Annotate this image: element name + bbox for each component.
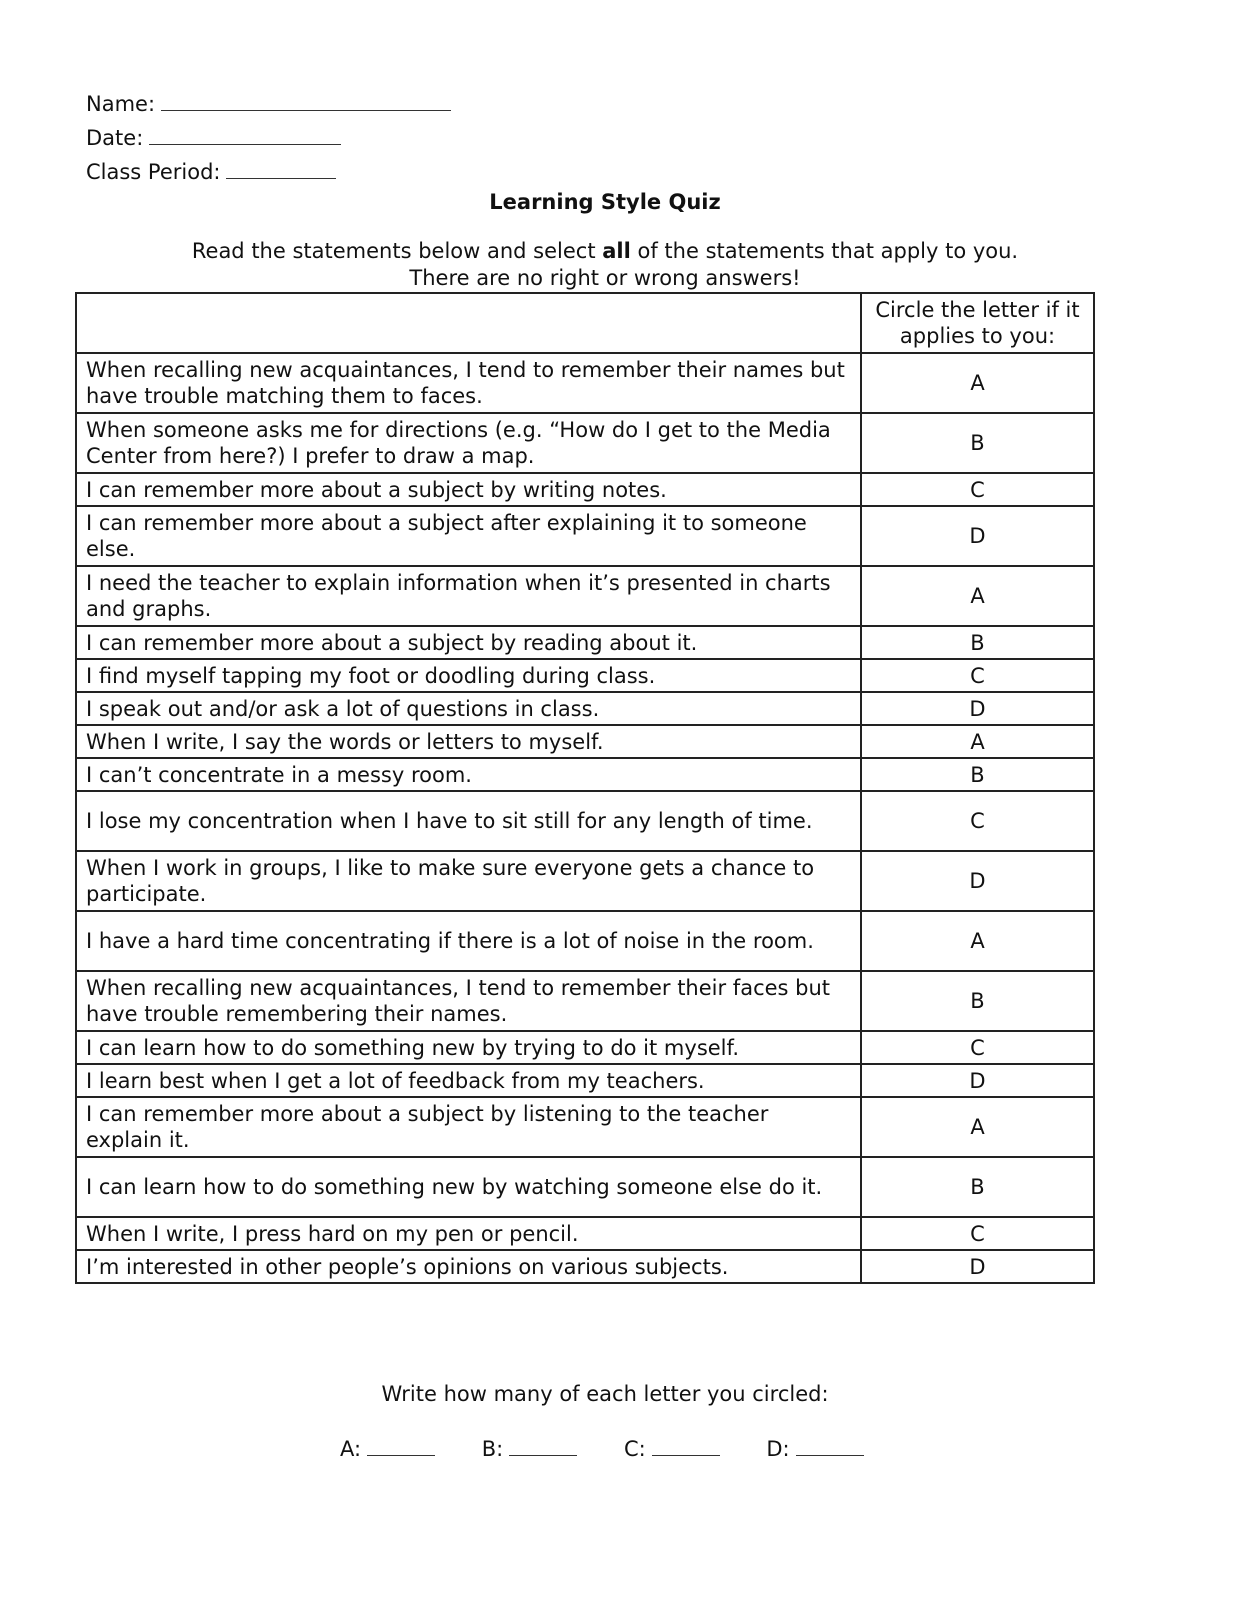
- letter-choice[interactable]: A: [861, 566, 1094, 626]
- letter-choice[interactable]: A: [861, 911, 1094, 971]
- table-row: [76, 1064, 1094, 1097]
- table-row: [76, 692, 1094, 725]
- tally-d: [766, 1433, 863, 1463]
- letter-choice[interactable]: B: [861, 413, 1094, 473]
- letter-choice[interactable]: C: [861, 659, 1094, 692]
- class-period-label: Class Period:: [86, 160, 221, 184]
- statement-cell: I can remember more about a subject after explaining it to someone else.: [76, 506, 861, 566]
- statement-cell: I can remember more about a subject by writing notes.: [76, 473, 861, 506]
- tally-d-blank[interactable]: [796, 1433, 864, 1456]
- table-row: [76, 791, 1094, 851]
- letter-choice[interactable]: B: [861, 971, 1094, 1031]
- instructions-text-a: Read the statements below and select: [191, 239, 596, 263]
- table-row: [76, 566, 1094, 626]
- table-row: [76, 1250, 1094, 1283]
- letter-choice[interactable]: D: [861, 1250, 1094, 1283]
- table-row: [76, 473, 1094, 506]
- instructions-line-1: [0, 238, 1210, 265]
- table-row: [76, 626, 1094, 659]
- table-row: [76, 851, 1094, 911]
- letter-choice[interactable]: D: [861, 692, 1094, 725]
- statement-cell: I can remember more about a subject by listening to the teacher explain it.: [76, 1097, 861, 1157]
- table-row: [76, 659, 1094, 692]
- name-field: [86, 88, 451, 118]
- quiz-body: [76, 353, 1094, 1283]
- tally-a-label: A:: [340, 1437, 362, 1461]
- statement-cell: I speak out and/or ask a lot of questions in class.: [76, 692, 861, 725]
- instructions: [0, 238, 1210, 292]
- statement-cell: I lose my concentration when I have to sit still for any length of time.: [76, 791, 861, 851]
- letter-choice[interactable]: B: [861, 758, 1094, 791]
- date-field: [86, 122, 341, 152]
- page-title: Learning Style Quiz: [489, 190, 721, 214]
- table-row: [76, 1097, 1094, 1157]
- statement-cell: I’m interested in other people’s opinions on various subjects.: [76, 1250, 861, 1283]
- class-period-blank[interactable]: [226, 156, 336, 179]
- class-period-field: [86, 156, 336, 186]
- name-label: Name:: [86, 92, 156, 116]
- tally-c-label: C:: [623, 1437, 646, 1461]
- table-row: [76, 353, 1094, 413]
- letter-choice[interactable]: C: [861, 1217, 1094, 1250]
- instructions-line-2: There are no right or wrong answers!: [409, 266, 801, 290]
- statement-cell: I can learn how to do something new by watching someone else do it.: [76, 1157, 861, 1217]
- letter-choice[interactable]: C: [861, 1031, 1094, 1064]
- instructions-bold: all: [602, 239, 631, 263]
- tally-a-blank[interactable]: [367, 1433, 435, 1456]
- statement-cell: I can’t concentrate in a messy room.: [76, 758, 861, 791]
- statement-header-cell: [76, 293, 861, 353]
- table-row: [76, 911, 1094, 971]
- letter-choice[interactable]: D: [861, 506, 1094, 566]
- tally-b-blank[interactable]: [509, 1433, 577, 1456]
- table-header-row: [76, 293, 1094, 353]
- statement-cell: When I write, I press hard on my pen or pencil.: [76, 1217, 861, 1250]
- table-row: [76, 971, 1094, 1031]
- statement-cell: When recalling new acquaintances, I tend to remember their faces but have trouble remembering their names.: [76, 971, 861, 1031]
- statement-cell: I learn best when I get a lot of feedback from my teachers.: [76, 1064, 861, 1097]
- date-label: Date:: [86, 126, 144, 150]
- tally-b: [482, 1433, 577, 1463]
- tally-d-label: D:: [766, 1437, 790, 1461]
- statement-cell: I have a hard time concentrating if there is a lot of noise in the room.: [76, 911, 861, 971]
- table-row: [76, 758, 1094, 791]
- table-row: [76, 413, 1094, 473]
- tally-c: [624, 1433, 720, 1463]
- statement-cell: When I work in groups, I like to make sure everyone gets a chance to participate.: [76, 851, 861, 911]
- statement-cell: When someone asks me for directions (e.g. “How do I get to the Media Center from here?) I prefer to draw a map.: [76, 413, 861, 473]
- tally-c-blank[interactable]: [652, 1433, 720, 1456]
- table-row: [76, 1217, 1094, 1250]
- letter-choice[interactable]: B: [861, 1157, 1094, 1217]
- letter-choice[interactable]: A: [861, 353, 1094, 413]
- letter-choice[interactable]: D: [861, 851, 1094, 911]
- quiz-table: [75, 292, 1095, 1284]
- circle-letter-header: Circle the letter if it applies to you:: [861, 293, 1094, 353]
- statement-cell: I need the teacher to explain information when it’s presented in charts and graphs.: [76, 566, 861, 626]
- letter-choice[interactable]: C: [861, 473, 1094, 506]
- instructions-text-b: of the statements that apply to you.: [637, 239, 1019, 263]
- statement-cell: When I write, I say the words or letters to myself.: [76, 725, 861, 758]
- name-blank[interactable]: [161, 88, 451, 111]
- statement-cell: I can remember more about a subject by reading about it.: [76, 626, 861, 659]
- table-row: [76, 1157, 1094, 1217]
- tally-a: [340, 1433, 435, 1463]
- statement-cell: When recalling new acquaintances, I tend to remember their names but have trouble matching them to faces.: [76, 353, 861, 413]
- letter-choice[interactable]: C: [861, 791, 1094, 851]
- table-row: [76, 725, 1094, 758]
- date-blank[interactable]: [149, 122, 341, 145]
- table-row: [76, 506, 1094, 566]
- table-row: [76, 1031, 1094, 1064]
- statement-cell: I find myself tapping my foot or doodling during class.: [76, 659, 861, 692]
- tally-instructions: Write how many of each letter you circled:: [381, 1382, 829, 1406]
- tally-row: [340, 1433, 904, 1463]
- letter-choice[interactable]: D: [861, 1064, 1094, 1097]
- statement-cell: I can learn how to do something new by trying to do it myself.: [76, 1031, 861, 1064]
- letter-choice[interactable]: A: [861, 1097, 1094, 1157]
- letter-choice[interactable]: A: [861, 725, 1094, 758]
- letter-choice[interactable]: B: [861, 626, 1094, 659]
- tally-b-label: B:: [481, 1437, 504, 1461]
